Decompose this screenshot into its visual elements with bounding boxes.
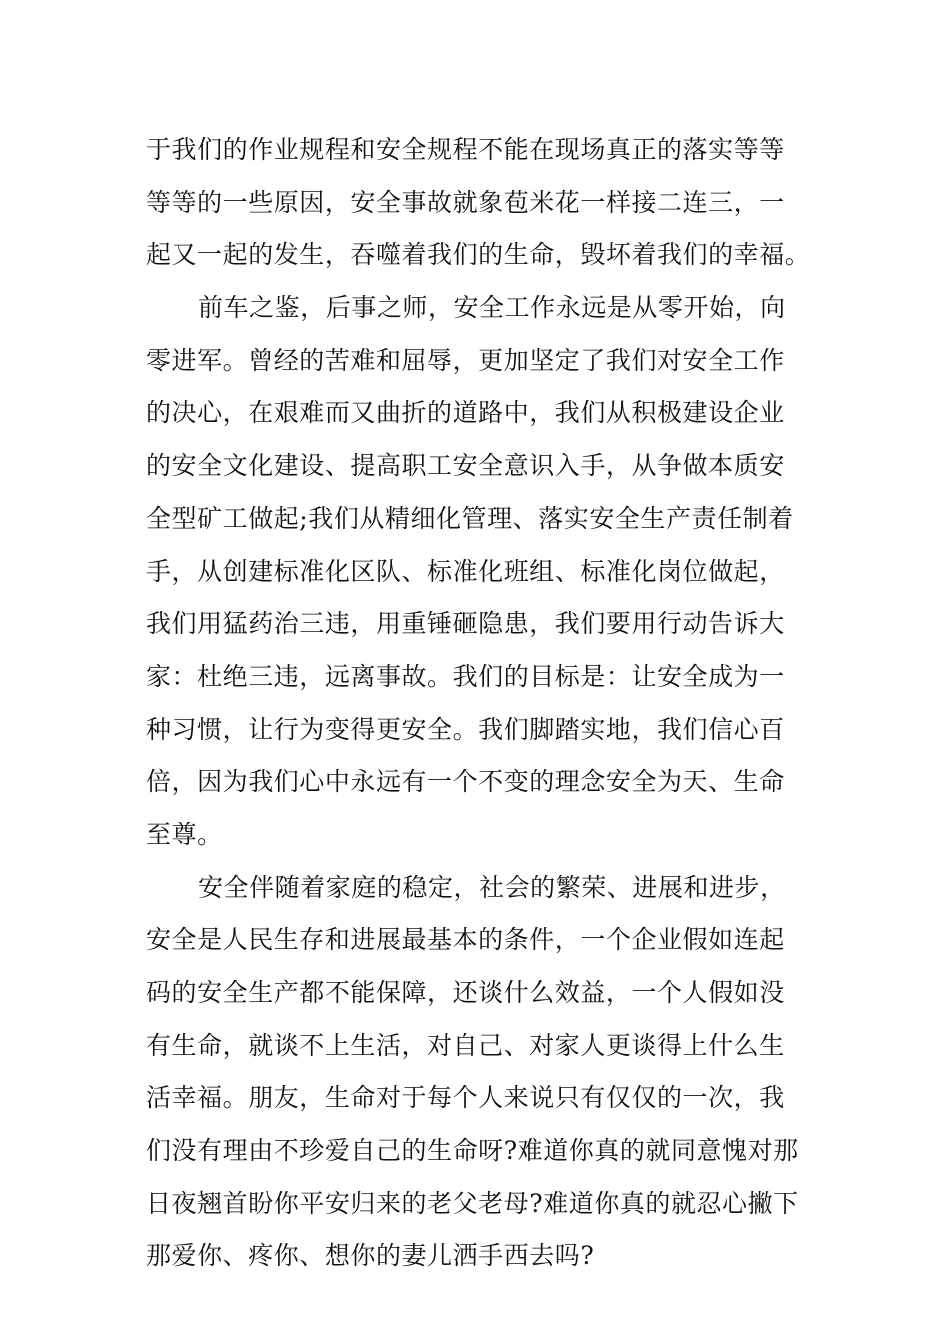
- text-line: 日夜翘首盼你平安归来的老父老母?难道你真的就忍心撇下: [146, 1188, 799, 1218]
- text-line: 安全是人民生存和进展最基本的条件，一个企业假如连起: [146, 925, 785, 955]
- text-line: 倍，因为我们心中永远有一个不变的理念安全为天、生命: [146, 767, 785, 797]
- text-line: 手，从创建标准化区队、标准化班组、标准化岗位做起，: [146, 556, 785, 586]
- text-line: 有生命，就谈不上生活，对自己、对家人更谈得上什么生: [146, 1030, 785, 1060]
- text-line: 那爱你、疼你、想你的妻儿洒手西去吗?: [146, 1241, 595, 1271]
- text-line: 码的安全生产都不能保障，还谈什么效益，一个人假如没: [146, 978, 785, 1007]
- text-line: 种习惯，让行为变得更安全。我们脚踏实地，我们信心百: [146, 714, 785, 744]
- text-line: 前车之鉴，后事之师，安全工作永远是从零开始，向: [198, 293, 786, 323]
- text-line: 全型矿工做起;我们从精细化管理、落实安全生产责任制着: [146, 503, 794, 533]
- text-line: 安全伴随着家庭的稳定，社会的繁荣、进展和进步，: [198, 872, 786, 902]
- paragraph-1: [146, 124, 811, 282]
- text-line: 的安全文化建设、提高职工安全意识入手，从争做本质安: [146, 451, 785, 481]
- body-text: [146, 124, 811, 1283]
- text-line: 起又一起的发生，吞噬着我们的生命，毁坏着我们的幸福。: [146, 240, 811, 270]
- text-line: 们没有理由不珍爱自己的生命呀?难道你真的就同意愧对那: [146, 1136, 799, 1166]
- paragraph-2: [146, 282, 808, 862]
- text-line: 家：杜绝三违，远离事故。我们的目标是：让安全成为一: [146, 661, 785, 691]
- text-line: 的决心，在艰难而又曲折的道路中，我们从积极建设企业: [146, 398, 785, 428]
- text-line: 于我们的作业规程和安全规程不能在现场真正的落实等等: [146, 135, 785, 164]
- text-line: 活幸福。朋友，生命对于每个人来说只有仅仅的一次，我: [146, 1083, 785, 1113]
- text-line: 至尊。: [146, 819, 223, 849]
- text-line: 等等的一些原因，安全事故就象苞米花一样接二连三，一: [146, 187, 785, 217]
- paragraph-3: [146, 862, 808, 1284]
- text-line: 我们用猛药治三违，用重锤砸隐患，我们要用行动告诉大: [146, 609, 785, 639]
- text-line: 零进军。曾经的苦难和屈辱，更加坚定了我们对安全工作: [146, 345, 785, 375]
